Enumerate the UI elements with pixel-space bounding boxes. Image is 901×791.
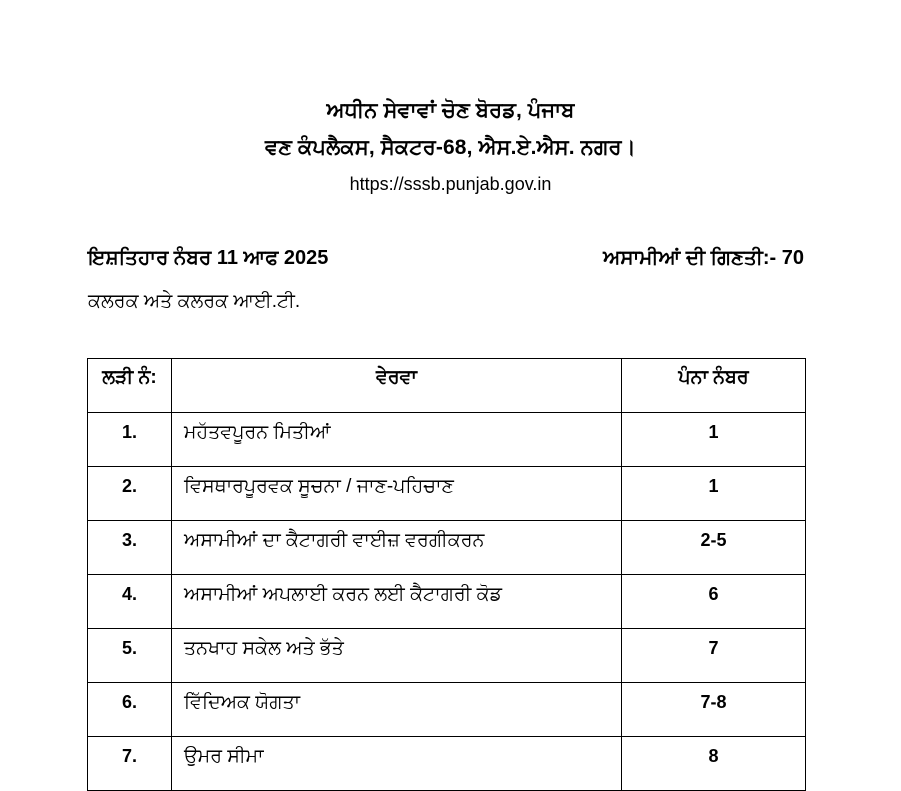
table-header-row (88, 359, 806, 413)
cell-description (172, 737, 622, 791)
letterhead (0, 92, 901, 199)
cell-sr-no-value: 1. (121, 422, 137, 442)
cell-page-no-value: 2-5 (700, 530, 727, 550)
cell-sr-no (88, 737, 172, 791)
cell-sr-no (88, 467, 172, 521)
advertisement-number: ਇਸ਼ਤਿਹਾਰ ਨੰਬਰ 11 ਆਫ 2025 (88, 247, 329, 269)
table-row (88, 413, 806, 467)
cell-sr-no-value: 4. (121, 584, 137, 604)
cell-sr-no-value: 6. (121, 692, 137, 712)
table-header (88, 359, 806, 413)
cell-page-no (622, 629, 806, 683)
cell-page-no (622, 413, 806, 467)
cell-description (172, 467, 622, 521)
cell-sr-no (88, 575, 172, 629)
cell-page-no (622, 575, 806, 629)
cell-sr-no-value: 5. (121, 638, 137, 658)
cell-sr-no (88, 629, 172, 683)
organization-name: ਅਧੀਨ ਸੇਵਾਵਾਂ ਚੋਣ ਬੋਰਡ, ਪੰਜਾਬ (326, 99, 575, 122)
table-row (88, 683, 806, 737)
cell-sr-no-value: 7. (121, 746, 137, 766)
table-row (88, 521, 806, 575)
cell-page-no (622, 467, 806, 521)
organization-address: ਵਣ ਕੰਪਲੈਕਸ, ਸੈਕਟਰ-68, ਐਸ.ਏ.ਐਸ. ਨਗਰ। (265, 136, 636, 159)
cell-sr-no (88, 683, 172, 737)
cell-sr-no (88, 413, 172, 467)
cell-page-no-value: 7 (708, 638, 719, 658)
column-header-sr-no (88, 359, 172, 413)
column-header-description-label: ਵੇਰਵਾ (375, 367, 417, 388)
table-row (88, 629, 806, 683)
table-body (88, 413, 806, 791)
column-header-page-no-label: ਪੰਨਾ ਨੰਬਰ (678, 367, 749, 388)
cell-page-no (622, 521, 806, 575)
cell-page-no (622, 737, 806, 791)
table-row (88, 737, 806, 791)
cell-description-value: ਮਹੱਤਵਪੂਰਨ ਮਿਤੀਆਂ (184, 422, 331, 443)
cell-sr-no-value: 2. (121, 476, 137, 496)
column-header-page-no (622, 359, 806, 413)
table-row (88, 575, 806, 629)
cell-page-no-value: 1 (708, 476, 719, 496)
cell-description (172, 575, 622, 629)
post-name: ਕਲਰਕ ਅਤੇ ਕਲਰਕ ਆਈ.ਟੀ. (88, 291, 301, 312)
cell-description-value: ਅਸਾਮੀਆਂ ਅਪਲਾਈ ਕਰਨ ਲਈ ਕੈਟਾਗਰੀ ਕੋਡ (184, 584, 502, 605)
cell-description-value: ਤਨਖਾਹ ਸਕੇਲ ਅਤੇ ਭੱਤੇ (184, 638, 344, 659)
column-header-description (172, 359, 622, 413)
vacancy-count: ਅਸਾਮੀਆਂ ਦੀ ਗਿਣਤੀ:- 70 (603, 247, 804, 269)
cell-description-value: ਵਿੱਦਿਅਕ ਯੋਗਤਾ (184, 692, 301, 713)
cell-description-value: ਉਮਰ ਸੀਮਾ (184, 746, 264, 767)
cell-page-no-value: 6 (708, 584, 719, 604)
cell-page-no-value: 1 (708, 422, 719, 442)
cell-page-no (622, 683, 806, 737)
cell-description-value: ਵਿਸਥਾਰਪੂਰਵਕ ਸੂਚਨਾ / ਜਾਣ-ਪਹਿਚਾਣ (184, 476, 454, 497)
cell-description-value: ਅਸਾਮੀਆਂ ਦਾ ਕੈਟਾਗਰੀ ਵਾਈਜ਼ ਵਰਗੀਕਰਨ (184, 530, 485, 551)
table-row (88, 467, 806, 521)
cell-sr-no-value: 3. (121, 530, 137, 550)
cell-description (172, 521, 622, 575)
cell-page-no-value: 8 (708, 746, 719, 766)
column-header-sr-no-label: ਲੜੀ ਨੰ: (102, 367, 157, 388)
cell-description (172, 683, 622, 737)
cell-description (172, 413, 622, 467)
cell-page-no-value: 7-8 (700, 692, 727, 712)
cell-sr-no (88, 521, 172, 575)
index-table-container (87, 358, 805, 791)
organization-website: https://sssb.punjab.gov.in (349, 174, 552, 194)
index-table (87, 358, 806, 791)
advertisement-meta-row (88, 247, 804, 270)
cell-description (172, 629, 622, 683)
